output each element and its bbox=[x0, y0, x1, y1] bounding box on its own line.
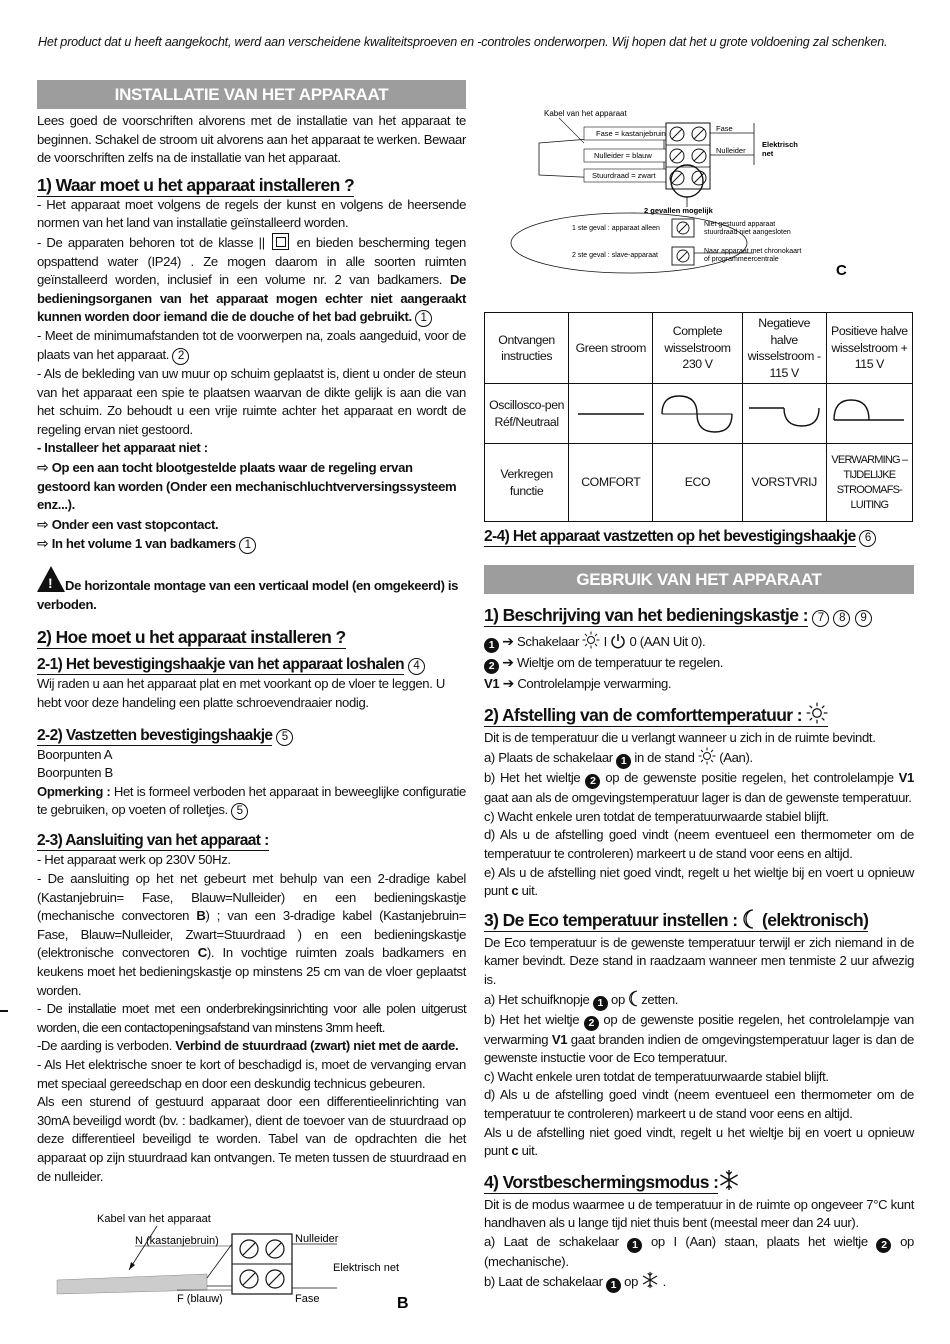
scope-trace-full bbox=[660, 394, 734, 434]
svg-text:C: C bbox=[836, 262, 847, 279]
eco-p3: b) Het het wieltje 2 op de gewenste positie regelen, het controlelampje van verwarming V1 gaat branden indien de omgevingstemperatuur lager is dan de gewenste instuctie voor de Eco temperatuur. bbox=[484, 1011, 914, 1066]
table-cell: Verkregen functie bbox=[485, 444, 569, 522]
heading-how: 2) Hoe moet u het apparaat installeren ? bbox=[37, 627, 346, 648]
para-norms: - Het apparaat moet volgens de regels der kunst en volgens de heersende normen van het land van installatie geïnstalleerd worden. bbox=[37, 196, 466, 231]
svg-text:Kabel van het apparaat: Kabel van het apparaat bbox=[544, 109, 627, 118]
table-cell: COMFORT bbox=[569, 444, 653, 522]
ref-circle: 1 bbox=[415, 310, 432, 327]
table-cell: VORSTVRIJ bbox=[742, 444, 826, 522]
para-230v: - Het apparaat werk op 230V 50Hz. bbox=[37, 852, 231, 868]
svg-text:of programmeercentrale: of programmeercentrale bbox=[704, 256, 779, 263]
svg-text:Nulleider: Nulleider bbox=[716, 146, 746, 155]
command-table bbox=[484, 312, 913, 522]
para-2-1: Wij raden u aan het apparaat plat en met voorkant op de vloer te leggen. U hebt voor deze handeling een platte schroevendraaier nodig. bbox=[37, 676, 445, 711]
svg-text:Fase: Fase bbox=[295, 1293, 320, 1306]
eco-p1: De Eco temperatuur is de gewenste temperatuur terwijl er zich niemand in de kamer bevindt. Deze stand in raadzaam wanneer men tenmiste 2 uur afwezig is. bbox=[484, 934, 914, 987]
comfort-p6: e) Als u de afstelling niet goed vindt, regelt u het wieltje bij en voert u opnieuw punt c uit. bbox=[484, 864, 914, 899]
svg-text:Fase: Fase bbox=[716, 124, 733, 133]
ref-circle: 1 bbox=[239, 537, 256, 554]
bullet-volume1: ⇨ In het volume 1 van badkamers 1 bbox=[37, 534, 466, 554]
control-line-1: 1 ➔ Schakelaar I 0 (AAN Uit 0). bbox=[484, 631, 914, 653]
moon-icon bbox=[742, 909, 758, 929]
table-cell: Oscillosco-pen Réf/Neutraal bbox=[485, 384, 569, 444]
eco-p6: Als u de afstelling niet goed vindt, regelt u het wieltje bij en voert u opnieuw punt c uit. bbox=[484, 1124, 914, 1159]
ref-circle: 2 bbox=[172, 348, 189, 365]
bullet-draught: ⇨ Op een aan tocht blootgestelde plaats waar de regeling ervan gestoord kan worden (Onder een mechanischluchtverversingssysteem enz...). bbox=[37, 458, 457, 513]
eco-p4: c) Wacht enkele uren totdat de temperatuurwaarde stabiel blijft. bbox=[484, 1068, 829, 1084]
svg-text:F (blauw): F (blauw) bbox=[177, 1293, 223, 1306]
table-cell: Negatieve halve wisselstroom - 115 V bbox=[742, 313, 826, 384]
comfort-p1: Dit is de temperatuur die u verlangt wanneer u zich in de ruimte bevindt. bbox=[484, 729, 876, 745]
table-cell: VERWARMING –TIJDELIJKE STROOMAFS-LUITING bbox=[826, 444, 912, 522]
heading-where: 1) Waar moet u het apparaat installeren ? bbox=[37, 174, 355, 195]
right-column bbox=[484, 103, 914, 1293]
installation-banner: INSTALLATIE VAN HET APPARAAT bbox=[37, 80, 466, 109]
drill-b: Boorpunten B bbox=[37, 765, 113, 781]
scope-trace-flat bbox=[576, 399, 646, 429]
para-earth: -De aarding is verboden. Verbind de stuurdraad (zwart) niet met de aarde. bbox=[37, 1038, 459, 1054]
frost-p2: a) Laat de schakelaar 1 op I (Aan) staan, plaats het wieltje 2 op (mechanische). bbox=[484, 1233, 914, 1269]
svg-text:N (kastanjebruin): N (kastanjebruin) bbox=[135, 1235, 219, 1248]
snowflake-icon bbox=[641, 1271, 659, 1289]
warning-icon bbox=[37, 566, 65, 592]
svg-text:net: net bbox=[762, 149, 774, 158]
para-distances: - Meet de minimumafstanden tot de voorwerpen na, zoals aangeduid, voor de plaats van het apparaat. 2 bbox=[37, 327, 466, 365]
svg-text:Kabel van het apparaat: Kabel van het apparaat bbox=[97, 1213, 211, 1226]
control-line-2: 2 ➔ Wieltje om de temperatuur te regelen. bbox=[484, 653, 914, 674]
wiring-diagram-b bbox=[37, 1208, 466, 1313]
table-row bbox=[485, 384, 913, 444]
sun-icon bbox=[806, 702, 828, 724]
drill-a: Boorpunten A bbox=[37, 746, 113, 762]
svg-text:2 gevallen mogelijk: 2 gevallen mogelijk bbox=[644, 206, 713, 215]
svg-text:Niet gestuurd apparaat: Niet gestuurd apparaat bbox=[704, 221, 776, 228]
table-row bbox=[485, 444, 913, 522]
intro-text: Het product dat u heeft aangekocht, werd aan verscheidene kwaliteitsproeven en -controles onderworpen. Wij hopen dat het u grote voldoening zal schenken. bbox=[38, 35, 888, 49]
installation-intro: Lees goed de voorschriften alvorens met de installatie van het apparaat te beginnen. Schakel de stroom uit alvorens aan het apparaat te werken. Bewaar de voorschriften zelfs na de installatie van het apparaat. bbox=[37, 113, 466, 166]
scope-trace-positive bbox=[832, 394, 906, 434]
snowflake-icon bbox=[718, 1169, 740, 1191]
para-class: - De apparaten behoren tot de klasse || en bieden bescherming tegen opspattend water (IP24) . Ze mogen daarom in alle soorten ruimten geïnstalleerd worden, inclusief in een volume nr. 2 van badkamers. De bedieningsorganen van het apparaat mogen echter niet aangeraakt kunnen worden door iemand die de douche of het bad gebruikt. 1 bbox=[37, 233, 466, 327]
power-icon bbox=[610, 633, 626, 649]
scope-cell-flat bbox=[569, 384, 653, 444]
svg-text:Elektrisch: Elektrisch bbox=[762, 140, 798, 149]
svg-text:Nulleider: Nulleider bbox=[295, 1233, 339, 1246]
scope-cell-full bbox=[653, 384, 742, 444]
svg-text:Elektrisch net: Elektrisch net bbox=[333, 1262, 400, 1275]
arrow-icon: ⇨ bbox=[37, 535, 49, 552]
moon-icon bbox=[628, 990, 641, 1007]
table-cell: Complete wisselstroom 230 V bbox=[653, 313, 742, 384]
para-cord: - Als Het elektrische snoer te kort of beschadigd is, moet de vervanging ervan met speciaal gereedschap en door een deskundig technicus gebeuren. bbox=[37, 1056, 466, 1091]
svg-text:2 ste geval : slave-apparaat: 2 ste geval : slave-apparaat bbox=[572, 252, 658, 259]
para-differential: Als een sturend of gestuurd apparaat door een differentieelinrichting van 30mA beveiligd wordt (bv. : badkamer), dient de toevoer van de stuurdraad op deze differentieel beveiligd te worden. Tabel van de opdrachten die het apparaat op zijn stuurdraad kan ontvangen. Te meten tussen de stuurdraad en de nulleider. bbox=[37, 1094, 466, 1184]
comfort-p4: c) Wacht enkele uren totdat de temperatuurwaarde stabiel blijft. bbox=[484, 808, 829, 824]
sun-icon bbox=[582, 631, 600, 649]
table-cell: Ontvangen instructies bbox=[485, 313, 569, 384]
comfort-p3: b) Het het wieltje 2 op de gewenste positie regelen, het controlelampje V1 gaat aan als de omgevingstemperatuur lager is dan de gewenste temperatuur. bbox=[484, 770, 914, 806]
warning-text: !De horizontale montage van een verticaal model (en omgekeerd) is verboden. bbox=[37, 566, 466, 614]
bullet-socket: ⇨ Onder een vast stopcontact. bbox=[37, 515, 219, 532]
svg-text:B: B bbox=[397, 1295, 409, 1309]
eco-p5: d) Als u de afstelling goed vindt (neem eventueel een thermometer om de temperatuur te controleren) markeert u de stand voor eens en altijd. bbox=[484, 1087, 914, 1121]
svg-text:1 ste geval : apparaat alleen: 1 ste geval : apparaat alleen bbox=[572, 225, 660, 232]
table-cell: ECO bbox=[653, 444, 742, 522]
table-cell: Positieve halve wisselstroom + 115 V bbox=[826, 313, 912, 384]
frost-p1: Dit is de modus waarmee u de temperatuur in de ruimte op ongeveer 7°C kunt handhaven als u lange tijd niet thuis bent (meestal meer dan 24 uur). bbox=[484, 1196, 914, 1231]
heading-comfort: 2) Afstelling van de comforttemperatuur : bbox=[484, 702, 914, 726]
arrow-icon: ⇨ bbox=[37, 458, 49, 475]
scope-cell-negative bbox=[742, 384, 826, 444]
para-poles: - De installatie moet met een onderbrekingsinrichting voor alle polen uitgerust worden, die een contactopeningsafstand van minstens 3mm heeft. bbox=[37, 1001, 466, 1035]
heading-eco: 3) De Eco temperatuur instellen : (elektronisch) bbox=[484, 909, 869, 930]
scope-trace-negative bbox=[747, 394, 821, 434]
heading-control-box: 1) Beschrijving van het bedieningskastje : 7 8 9 bbox=[484, 604, 914, 627]
heading-2-2: 2-2) Vastzetten bevestigingshaakje 5 bbox=[37, 725, 466, 746]
heading-2-3: 2-3) Aansluiting van het apparaat : bbox=[37, 832, 269, 850]
margin-mark bbox=[0, 1010, 8, 1012]
eco-p2: a) Het schuifknopje 1 op zetten. bbox=[484, 991, 679, 1009]
wiring-diagram-c bbox=[484, 103, 914, 288]
para-remark: Opmerking : Het is formeel verboden het apparaat in beweeglijke configuratie te gebruiken, op voeten of rolletjes. 5 bbox=[37, 783, 466, 821]
heading-frost: 4) Vorstbeschermingsmodus : bbox=[484, 1169, 914, 1193]
svg-text:Nulleider = blauw: Nulleider = blauw bbox=[594, 151, 652, 160]
comfort-p5: d) Als u de afstelling goed vindt (neem eventueel een thermometer om de temperatuur te controleren) markeert u de stand voor eens en altijd. bbox=[484, 827, 914, 861]
svg-text:stuurdraad niet aangesloten: stuurdraad niet aangesloten bbox=[704, 229, 791, 236]
scope-cell-positive bbox=[826, 384, 912, 444]
frost-p3: b) Laat de schakelaar 1 op . bbox=[484, 1271, 914, 1293]
control-line-3: V1 ➔ Controlelampje verwarming. bbox=[484, 675, 672, 691]
usage-banner: GEBRUIK VAN HET APPARAAT bbox=[484, 565, 914, 594]
svg-text:Naar apparaat met chronokaart: Naar apparaat met chronokaart bbox=[704, 248, 802, 255]
heading-2-4: 2-4) Het apparaat vastzetten op het bevestigingshaakje 6 bbox=[484, 526, 914, 547]
svg-text:Stuurdraad = zwart: Stuurdraad = zwart bbox=[592, 171, 656, 180]
para-cable: - De aansluiting op het net gebeurt met behulp van een 2-dradige kabel (Kastanjebruin= Fase, Blauw=Nulleider) en een bedieningskastje (mechanische convectoren B) ; van een 3-dradige kabel (Kastanjebruin= Fase, Blauw=Nulleider, Zwart=Stuurdraad ) en een bedieningskastje (elektronische convectoren C). In vochtige ruimten zoals badkamers en keukens moet het bedieningskastje op minstens 25 cm van de vloer geplaatst worden. bbox=[37, 871, 466, 998]
arrow-icon: ⇨ bbox=[37, 515, 49, 532]
comfort-p2: a) Plaats de schakelaar 1 in de stand (Aan). bbox=[484, 747, 914, 769]
para-not-install: - Installeer het apparaat niet : bbox=[37, 440, 208, 456]
table-cell: Green stroom bbox=[569, 313, 653, 384]
table-row bbox=[485, 313, 913, 384]
class-ii-icon bbox=[272, 233, 289, 250]
left-column bbox=[37, 80, 466, 1313]
sun-icon bbox=[698, 747, 716, 765]
para-foam: - Als de bekleding van uw muur op schuim geplaatst is, dient u onder de steun van het apparaat een spie te plaatsen waarvan de dikte gelijk is aan die van het schuim. Zo behoudt u een vrije ruimte achter het apparaat en wordt de regeling ervan niet gestoord. bbox=[37, 365, 466, 437]
svg-text:Fase = kastanjebruin: Fase = kastanjebruin bbox=[596, 129, 666, 138]
heading-2-1: 2-1) Het bevestigingshaakje van het apparaat loshalen 4 bbox=[37, 654, 466, 675]
